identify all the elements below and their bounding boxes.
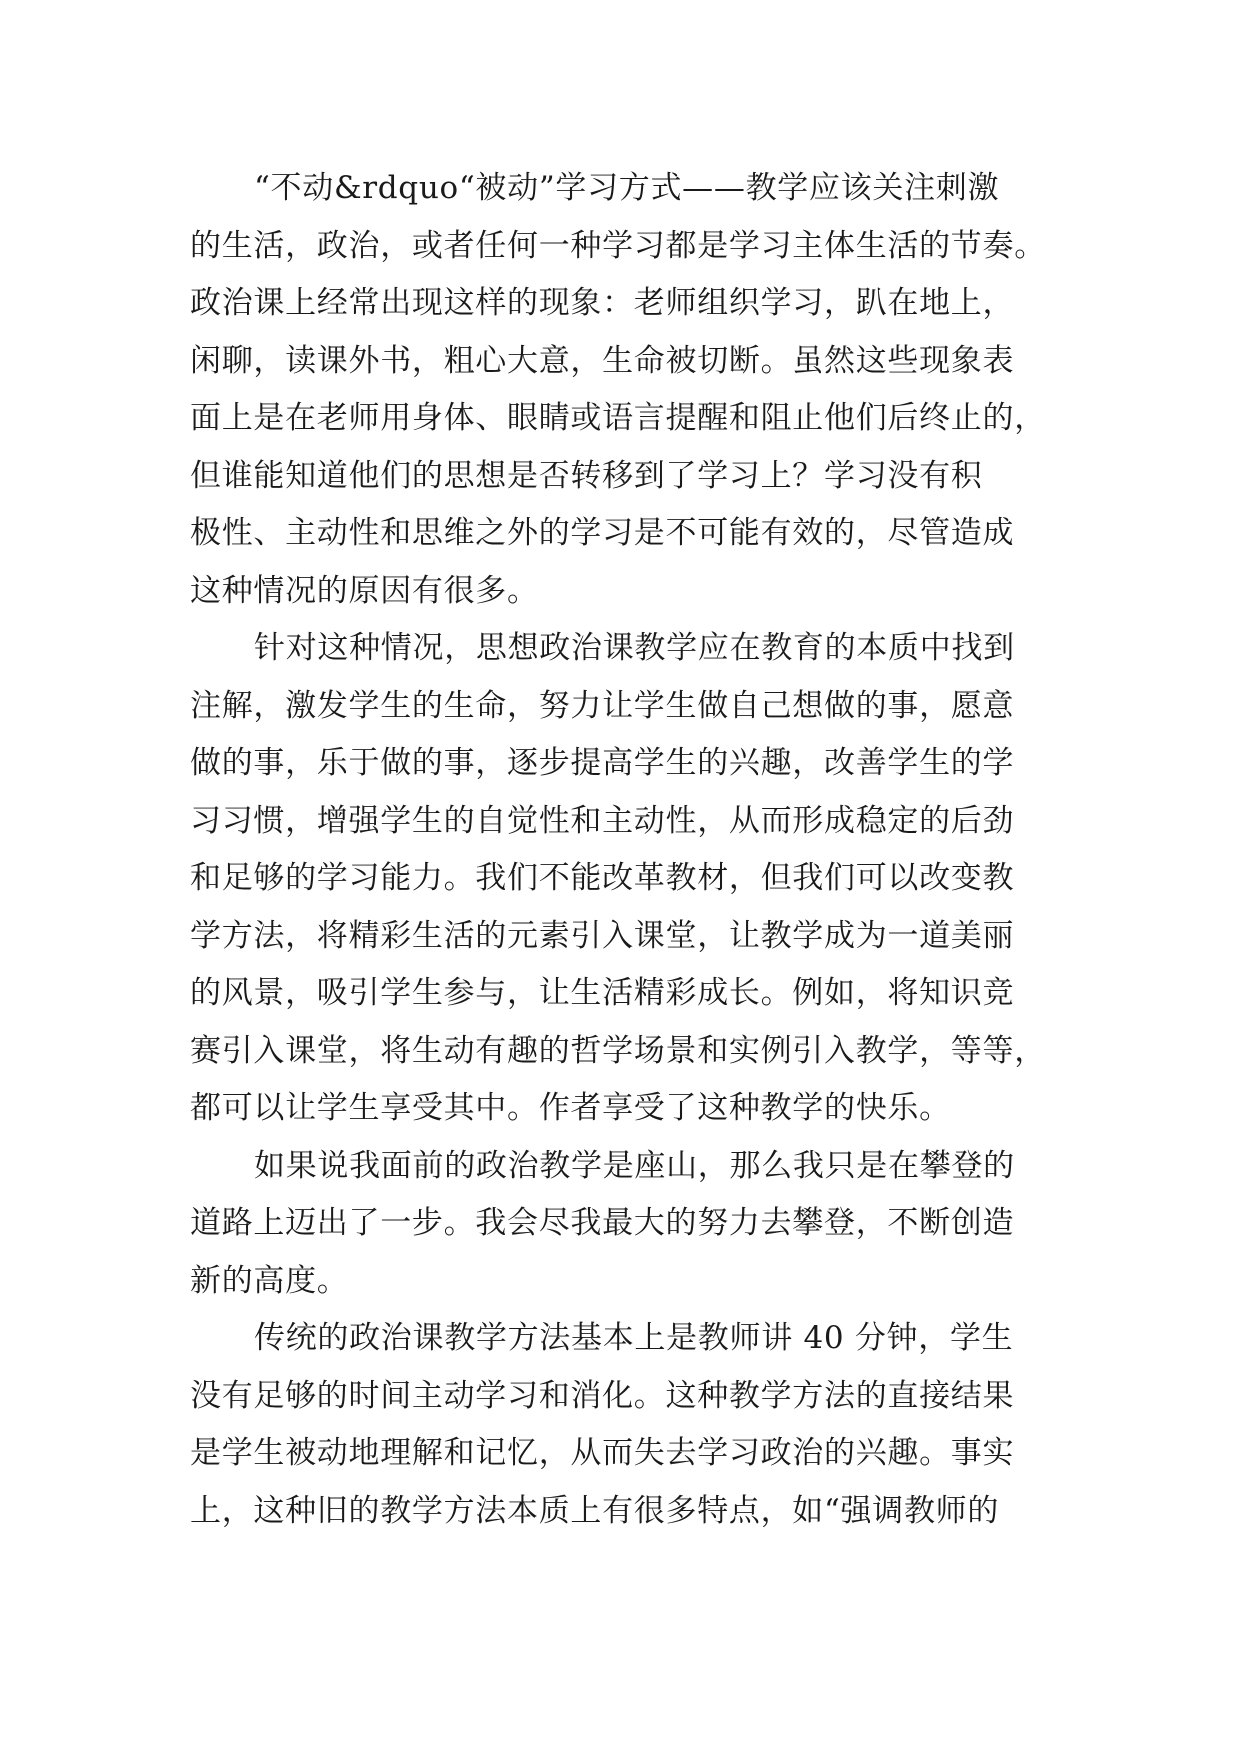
text-line: 如果说我面前的政治教学是座山，那么我只是在攀登的: [254, 1147, 1015, 1184]
text-line: 新的高度。: [190, 1262, 349, 1299]
text-line: 这种情况的原因有很多。: [190, 572, 539, 609]
text-line: 没有足够的时间主动学习和消化。这种教学方法的直接结果: [190, 1377, 1015, 1414]
text-line: 习习惯，增强学生的自觉性和主动性，从而形成稳定的后劲: [190, 802, 1015, 839]
body-text: [190, 160, 1052, 1540]
text-line: 和足够的学习能力。我们不能改革教材，但我们可以改变教: [190, 860, 1015, 896]
text-line: 上，这种旧的教学方法本质上有很多特点，如“强调教师的: [190, 1492, 1000, 1529]
text-line: 的生活，政治，或者任何一种学习都是学习主体生活的节奏。: [190, 227, 1046, 264]
text-line: 面上是在老师用身体、眼睛或语言提醒和阻止他们后终止的，: [190, 400, 1046, 436]
text-line: 政治课上经常出现这样的现象：老师组织学习，趴在地上，: [190, 285, 1015, 321]
text-line: 都可以让学生享受其中。作者享受了这种教学的快乐。: [190, 1090, 951, 1126]
text-line: 的风景，吸引学生参与，让生活精彩成长。例如，将知识竞: [190, 975, 1015, 1011]
text-line: 注解，激发学生的生命，努力让学生做自己想做的事，愿意: [190, 687, 1015, 724]
text-line: 闲聊，读课外书，粗心大意，生命被切断。虽然这些现象表: [190, 342, 1015, 379]
text-line: “不动&rdquo“被动”学习方式——教学应该关注刺激: [254, 170, 1000, 206]
text-line: 赛引入课堂，将生动有趣的哲学场景和实例引入教学，等等，: [190, 1032, 1046, 1069]
text-line: 学方法，将精彩生活的元素引入课堂，让教学成为一道美丽: [190, 917, 1015, 954]
text-line: 做的事，乐于做的事，逐步提高学生的兴趣，改善学生的学: [190, 745, 1015, 781]
text-line: 道路上迈出了一步。我会尽我最大的努力去攀登，不断创造: [190, 1205, 1015, 1241]
text-line: 极性、主动性和思维之外的学习是不可能有效的，尽管造成: [190, 515, 1015, 551]
text-line: 针对这种情况，思想政治课教学应在教育的本质中找到: [254, 630, 1015, 666]
text-line: 是学生被动地理解和记忆，从而失去学习政治的兴趣。事实: [190, 1435, 1015, 1471]
text-line: 传统的政治课教学方法基本上是教师讲 40 分钟，学生: [254, 1320, 1014, 1356]
text-line: 但谁能知道他们的思想是否转移到了学习上？学习没有积: [190, 457, 983, 494]
